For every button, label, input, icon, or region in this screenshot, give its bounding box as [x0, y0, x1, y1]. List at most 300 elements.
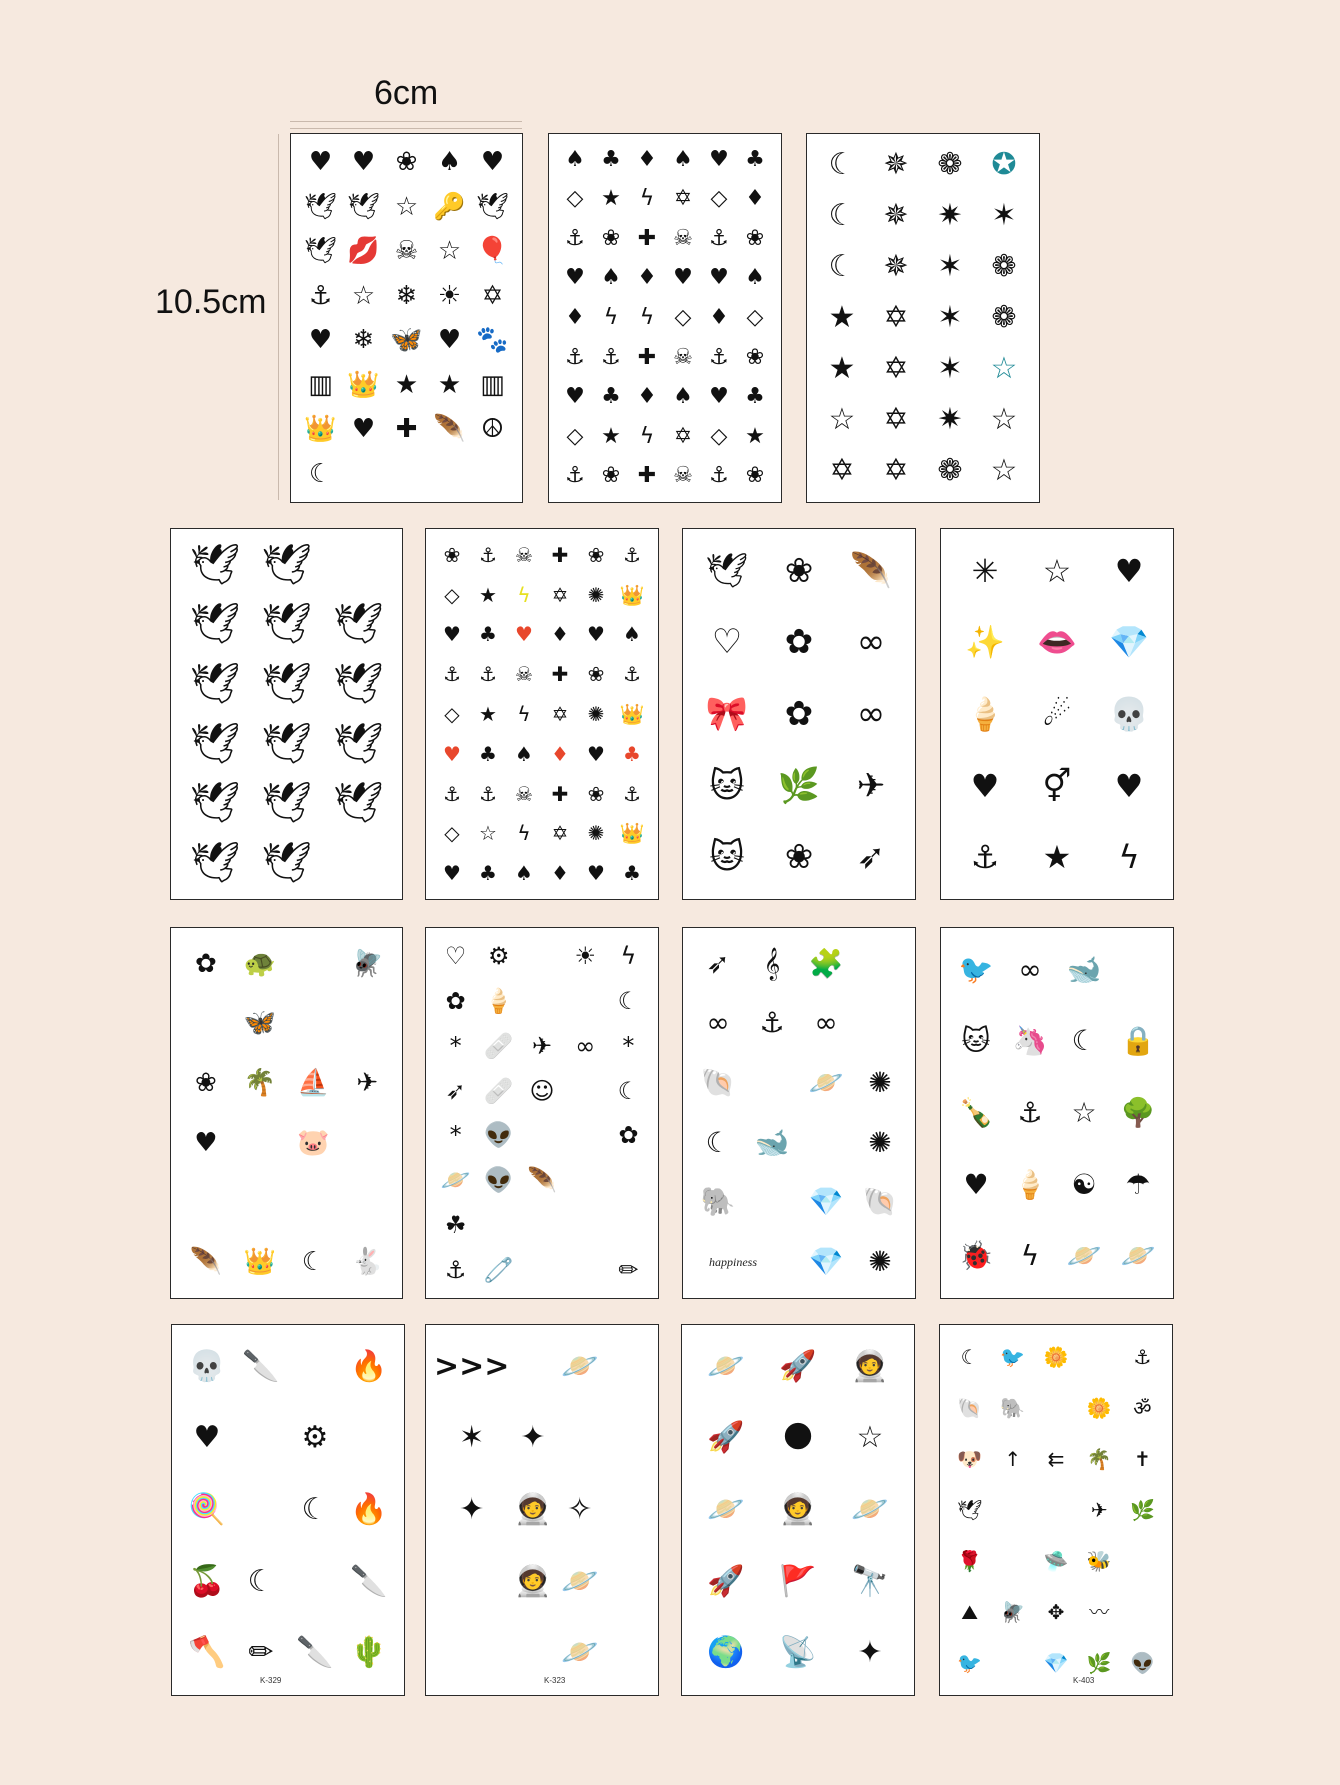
tattoo-motif: ✡ — [551, 582, 569, 607]
tattoo-motif: 👽 — [1129, 1651, 1155, 1676]
sheet-glyph-grid — [434, 934, 650, 1292]
tattoo-motif: ☠ — [515, 542, 533, 567]
tattoo-motif: ✡ — [883, 401, 909, 437]
tattoo-motif: ⚓ — [565, 225, 585, 251]
tattoo-motif: 🛸 — [1043, 1549, 1069, 1574]
tattoo-motif: 🕊 — [261, 780, 312, 827]
tattoo-motif: ♠ — [565, 146, 585, 172]
tattoo-motif: ☠ — [394, 236, 419, 267]
tattoo-motif: ॐ — [1133, 1395, 1152, 1420]
tattoo-motif: ✝ — [1134, 1446, 1151, 1471]
tattoo-motif: ★ — [479, 582, 497, 607]
tattoo-motif: 🐋 — [1066, 952, 1102, 986]
sheet-glyph-grid — [949, 535, 1165, 893]
tattoo-motif: ✚ — [637, 225, 657, 251]
width-guide-line — [290, 121, 522, 122]
tattoo-motif: 🦋 — [390, 325, 423, 356]
tattoo-motif: ➶ — [445, 1076, 466, 1105]
tattoo-motif: ⚓ — [479, 781, 497, 806]
tattoo-motif: 🧷 — [483, 1255, 514, 1284]
tattoo-motif: ✶ — [459, 1420, 485, 1456]
tattoo-motif: 🍾 — [958, 1095, 994, 1129]
tattoo-motif: ♥ — [970, 766, 1000, 805]
tattoo-motif: ⚓ — [479, 662, 497, 687]
tattoo-motif: ♥ — [1114, 551, 1144, 590]
tattoo-motif: 🪶 — [433, 414, 466, 445]
tattoo-motif: 🪐 — [1120, 1239, 1156, 1273]
tattoo-motif: ☾ — [301, 1247, 326, 1278]
tattoo-motif: ❀ — [194, 1068, 217, 1099]
tattoo-motif: ✦ — [857, 1635, 883, 1671]
tattoo-motif: 🕊 — [332, 601, 384, 648]
tattoo-motif: 🍦 — [965, 694, 1005, 733]
tattoo-motif: ★ — [745, 423, 765, 449]
tattoo-motif: ♠ — [673, 384, 693, 410]
tattoo-motif: ☆ — [828, 401, 856, 437]
tattoo-motif: ♥ — [443, 622, 461, 647]
tattoo-motif: ⚓ — [623, 781, 641, 806]
tattoo-motif: 🩹 — [483, 1031, 514, 1060]
tattoo-motif: 🐱 — [709, 837, 745, 878]
tattoo-motif: ϟ — [1020, 1239, 1040, 1273]
tattoo-motif: ∞ — [856, 622, 886, 663]
tattoo-motif: 🪶 — [849, 550, 893, 591]
tattoo-motif: 💀 — [1109, 694, 1149, 733]
tattoo-motif: ★ — [828, 350, 856, 386]
sheet-glyph-grid — [434, 535, 650, 893]
tattoo-motif: 👑 — [243, 1247, 276, 1278]
tattoo-motif: ✨ — [965, 623, 1005, 662]
tattoo-motif: ◇ — [444, 701, 460, 726]
tattoo-motif: 🪶 — [527, 1166, 557, 1195]
tattoo-motif: 🌿 — [777, 765, 821, 806]
tattoo-motif: 🪓 — [188, 1635, 226, 1671]
tattoo-motif: ❀ — [784, 837, 814, 878]
tattoo-motif: ⚙ — [301, 1420, 329, 1456]
tattoo-motif: ⚓ — [1133, 1344, 1152, 1369]
tattoo-motif: ✡ — [481, 280, 504, 311]
tattoo-motif: ❀ — [587, 662, 605, 687]
tattoo-motif: ❀ — [745, 225, 765, 251]
tattoo-motif: ✚ — [551, 542, 569, 567]
tattoo-motif: ☾ — [247, 1563, 275, 1599]
tattoo-motif: 💎 — [1043, 1651, 1069, 1676]
tattoo-motif: 🧑‍🚀 — [851, 1348, 889, 1384]
tattoo-motif: 💋 — [347, 236, 380, 267]
tattoo-motif: 🐘 — [700, 1185, 736, 1219]
tattoo-motif: ★ — [394, 369, 419, 400]
tattoo-motif: ☾ — [828, 198, 856, 234]
tattoo-motif: ☀ — [574, 942, 596, 971]
tattoo-motif: 🪐 — [707, 1348, 745, 1384]
tattoo-motif: ✵ — [883, 198, 909, 234]
tattoo-motif: ⚓ — [623, 662, 641, 687]
tattoo-motif: 🍦 — [483, 987, 514, 1016]
tattoo-motif: ☠ — [673, 344, 693, 370]
tattoo-motif: >>> — [434, 1348, 510, 1384]
tattoo-motif: 🔥 — [350, 1348, 388, 1384]
tattoo-motif: 🪐 — [561, 1348, 599, 1384]
tattoo-motif: ✺ — [587, 701, 605, 726]
tattoo-motif: ✳ — [971, 551, 999, 590]
tattoo-motif: ✈ — [356, 1068, 379, 1099]
tattoo-motif: 🕊 — [303, 191, 337, 222]
sheet-glyph-grid — [691, 934, 907, 1292]
tattoo-motif: ✚ — [637, 344, 657, 370]
tattoo-motif: * — [449, 1031, 462, 1060]
tattoo-motif: 🕊 — [332, 661, 384, 708]
tattoo-motif: 🕊 — [956, 1497, 983, 1522]
tattoo-motif: 🐦 — [958, 952, 994, 986]
tattoo-motif: ♥ — [565, 265, 585, 291]
tattoo-motif: ✦ — [459, 1491, 485, 1527]
tattoo-motif: ✚ — [551, 781, 569, 806]
tattoo-motif: ♥ — [587, 861, 605, 886]
tattoo-motif: ♥ — [308, 325, 333, 356]
tattoo-motif: ❀ — [745, 463, 765, 489]
tattoo-motif: 🕊 — [189, 601, 241, 648]
tattoo-motif: ♦ — [637, 265, 657, 291]
tattoo-motif: ♠ — [601, 265, 621, 291]
tattoo-motif: ∞ — [856, 693, 886, 734]
tattoo-motif: 🐦 — [1000, 1344, 1026, 1369]
tattoo-motif: 🦋 — [243, 1008, 276, 1039]
tattoo-motif: 🕊 — [189, 661, 241, 708]
tattoo-sheet-7 — [940, 528, 1174, 900]
tattoo-motif: ✺ — [587, 582, 605, 607]
tattoo-motif: 🧑‍🚀 — [779, 1491, 817, 1527]
tattoo-motif: ♥ — [709, 146, 729, 172]
tattoo-motif: 🍭 — [188, 1491, 226, 1527]
tattoo-motif: ❀ — [784, 550, 814, 591]
tattoo-motif: 🔑 — [433, 191, 466, 222]
tattoo-motif: 🌹 — [957, 1549, 983, 1574]
tattoo-motif: 🚀 — [779, 1348, 817, 1384]
tattoo-motif: ☆ — [990, 401, 1018, 437]
tattoo-motif: 👄 — [1037, 623, 1077, 662]
tattoo-motif: 🕊 — [261, 720, 312, 767]
tattoo-motif: ✺ — [868, 1125, 892, 1159]
sheet-glyph-grid — [299, 140, 514, 496]
tattoo-motif: 🪐 — [1066, 1239, 1102, 1273]
tattoo-motif: ♠ — [515, 861, 533, 886]
tattoo-motif: 🧑‍🚀 — [514, 1563, 552, 1599]
tattoo-motif: ☾ — [705, 1125, 731, 1159]
tattoo-motif: ♥ — [673, 265, 693, 291]
tattoo-motif: 🕊 — [189, 720, 241, 767]
tattoo-motif: ▥ — [308, 369, 333, 400]
tattoo-motif: ✏ — [248, 1635, 274, 1671]
tattoo-motif: ☆ — [479, 821, 497, 846]
tattoo-motif: * — [449, 1121, 462, 1150]
tattoo-motif: 👑 — [619, 821, 645, 846]
tattoo-motif: ☾ — [960, 1344, 979, 1369]
tattoo-motif: ❀ — [587, 781, 605, 806]
tattoo-motif: 🐘 — [1000, 1395, 1026, 1420]
tattoo-motif: ♣ — [745, 384, 765, 410]
tattoo-motif: ✺ — [868, 1066, 892, 1100]
tattoo-motif: ♣ — [623, 741, 641, 766]
tattoo-motif: ♥ — [1114, 766, 1144, 805]
tattoo-motif: ✿ — [445, 987, 466, 1016]
tattoo-motif: 🪐 — [851, 1491, 889, 1527]
tattoo-motif: ★ — [1042, 838, 1072, 877]
tattoo-motif: ❁ — [937, 147, 963, 183]
tattoo-motif: ♠ — [437, 147, 462, 178]
tattoo-motif: ⚓ — [565, 463, 585, 489]
tattoo-motif: ⚓ — [623, 542, 641, 567]
tattoo-motif: ♠ — [623, 622, 641, 647]
tattoo-motif: ∞ — [1018, 952, 1042, 986]
tattoo-motif: 👑 — [347, 369, 380, 400]
tattoo-motif: 🌍 — [707, 1635, 745, 1671]
tattoo-motif: ♥ — [587, 622, 605, 647]
tattoo-motif: ❀ — [601, 225, 621, 251]
tattoo-motif: ✏ — [618, 1255, 639, 1284]
tattoo-sheet-15 — [939, 1324, 1173, 1696]
tattoo-motif: ϟ — [639, 304, 655, 330]
tattoo-motif: ✡ — [829, 452, 855, 488]
tattoo-motif: ↑ — [1004, 1446, 1022, 1471]
sheet-code: K-403 — [1073, 1676, 1095, 1685]
tattoo-motif: ✪ — [991, 147, 1017, 183]
tattoo-motif: 🌑 — [782, 1420, 814, 1456]
sheet-glyph-grid — [557, 140, 773, 496]
tattoo-motif: ✈ — [531, 1031, 553, 1060]
dimension-height-label: 10.5cm — [155, 283, 267, 321]
tattoo-sheet-11 — [940, 927, 1174, 1299]
tattoo-motif: 〰 — [1089, 1600, 1110, 1625]
tattoo-motif: 𝄞 — [763, 946, 781, 980]
tattoo-motif: 🕊 — [303, 236, 337, 267]
tattoo-sheet-3 — [806, 133, 1040, 503]
tattoo-motif: 🌿 — [1086, 1651, 1112, 1676]
tattoo-motif: 🌵 — [350, 1635, 388, 1671]
tattoo-motif: ♣ — [479, 622, 497, 647]
tattoo-sheet-14 — [681, 1324, 915, 1696]
tattoo-motif: ★ — [437, 369, 462, 400]
tattoo-motif: ♦ — [551, 622, 569, 647]
tattoo-motif: ✚ — [395, 414, 418, 445]
tattoo-sheet-9 — [425, 927, 659, 1299]
tattoo-motif: ⚓ — [444, 1255, 467, 1284]
tattoo-motif: ☆ — [1042, 551, 1072, 590]
tattoo-motif: ◇ — [566, 423, 584, 449]
tattoo-motif: 🕊 — [189, 780, 241, 827]
tattoo-sheet-12 — [171, 1324, 405, 1696]
tattoo-motif: ✈ — [1090, 1497, 1108, 1522]
tattoo-sheet-8 — [170, 927, 403, 1299]
width-guide-line — [290, 128, 522, 129]
tattoo-motif: 💎 — [808, 1245, 844, 1279]
tattoo-motif: ♥ — [515, 622, 533, 647]
tattoo-motif: ☂ — [1125, 1167, 1151, 1201]
sheet-glyph-grid — [434, 1331, 650, 1689]
tattoo-motif: ✥ — [1047, 1600, 1065, 1625]
tattoo-motif: 🐦 — [957, 1651, 983, 1676]
tattoo-motif: ∞ — [706, 1006, 730, 1040]
tattoo-motif: 🪐 — [561, 1635, 599, 1671]
tattoo-motif: ♥ — [709, 265, 729, 291]
tattoo-motif: ✡ — [883, 299, 909, 335]
tattoo-sheet-2 — [548, 133, 782, 503]
tattoo-motif: ♥ — [443, 741, 461, 766]
tattoo-motif: ♥ — [194, 1127, 218, 1158]
tattoo-motif: 🌼 — [1043, 1344, 1069, 1369]
sheet-code: K-329 — [260, 1676, 282, 1685]
tattoo-motif: ⛵ — [297, 1068, 330, 1099]
tattoo-sheet-6 — [682, 528, 916, 900]
tattoo-motif: ✡ — [673, 186, 693, 212]
tattoo-motif: ⚓ — [565, 344, 585, 370]
tattoo-motif: 🕊 — [475, 191, 509, 222]
tattoo-motif: ☠ — [515, 781, 533, 806]
tattoo-motif: 🎈 — [476, 236, 509, 267]
tattoo-motif: ☾ — [308, 458, 333, 489]
tattoo-motif: ♣ — [745, 146, 765, 172]
tattoo-motif: ✵ — [883, 249, 909, 285]
tattoo-motif: ⚙ — [488, 942, 510, 971]
tattoo-motif: 🕊 — [332, 780, 384, 827]
tattoo-motif: ☾ — [1071, 1024, 1097, 1058]
tattoo-motif: ♠ — [745, 265, 765, 291]
tattoo-motif: ✿ — [618, 1121, 639, 1150]
sheet-glyph-grid — [179, 535, 394, 893]
tattoo-motif: ☾ — [301, 1491, 329, 1527]
tattoo-motif: ☯ — [1071, 1167, 1097, 1201]
tattoo-motif: ♥ — [437, 325, 462, 356]
tattoo-motif: ⚓ — [443, 781, 461, 806]
tattoo-motif: ♥ — [308, 147, 333, 178]
tattoo-motif: ☆ — [990, 350, 1018, 386]
tattoo-motif: ▥ — [480, 369, 505, 400]
tattoo-motif: ☆ — [1071, 1095, 1097, 1129]
tattoo-motif: 🔪 — [296, 1635, 334, 1671]
tattoo-motif: ϟ — [517, 582, 531, 607]
tattoo-motif: ✶ — [937, 350, 963, 386]
tattoo-sheet-10 — [682, 927, 916, 1299]
tattoo-motif: ⚓ — [443, 662, 461, 687]
tattoo-motif: ⛰ — [961, 1600, 978, 1625]
tattoo-motif: ★ — [601, 423, 621, 449]
tattoo-motif: ♦ — [709, 304, 729, 330]
tattoo-motif: ☾ — [617, 987, 640, 1016]
tattoo-motif: 🕊 — [705, 550, 749, 591]
tattoo-motif: ◇ — [710, 186, 728, 212]
tattoo-motif: ♦ — [745, 186, 765, 212]
tattoo-motif: * — [622, 1031, 635, 1060]
tattoo-motif: 👑 — [304, 414, 337, 445]
tattoo-motif: ☆ — [437, 236, 462, 267]
tattoo-motif: ♥ — [565, 384, 585, 410]
sheet-glyph-grid — [815, 140, 1031, 496]
sheet-glyph-grid — [691, 535, 907, 893]
tattoo-motif: ❀ — [601, 463, 621, 489]
tattoo-motif: ⚓ — [1017, 1095, 1043, 1129]
tattoo-motif: ♣ — [601, 146, 621, 172]
tattoo-motif: ♦ — [551, 861, 569, 886]
tattoo-motif: 💎 — [1109, 623, 1149, 662]
tattoo-motif: 🔥 — [350, 1491, 388, 1527]
tattoo-motif: 🔪 — [350, 1563, 388, 1599]
tattoo-motif: 🪰 — [1000, 1600, 1026, 1625]
tattoo-motif: ⚓ — [479, 542, 497, 567]
tattoo-motif: 🌴 — [1086, 1446, 1112, 1471]
tattoo-motif: ✶ — [937, 299, 963, 335]
tattoo-motif: 🐢 — [243, 948, 276, 979]
tattoo-motif: 🪰 — [350, 948, 384, 979]
tattoo-motif: ◇ — [746, 304, 764, 330]
tattoo-motif: ⚓ — [709, 225, 729, 251]
sheet-code: K-323 — [544, 1676, 566, 1685]
tattoo-motif: ❀ — [587, 542, 605, 567]
tattoo-motif: ♣ — [479, 741, 497, 766]
tattoo-motif: 🪐 — [707, 1491, 745, 1527]
tattoo-motif: ∞ — [814, 1006, 838, 1040]
tattoo-motif: ☺ — [529, 1076, 555, 1105]
tattoo-motif: ➶ — [706, 946, 730, 980]
tattoo-motif: ♦ — [551, 741, 569, 766]
sheet-glyph-grid — [949, 934, 1165, 1292]
tattoo-motif: 📡 — [779, 1635, 817, 1671]
tattoo-motif: ◇ — [566, 186, 584, 212]
tattoo-sheet-5 — [425, 528, 659, 900]
tattoo-motif: ★ — [601, 186, 621, 212]
tattoo-motif: ⚓ — [709, 463, 729, 489]
tattoo-motif: 🕊 — [261, 840, 312, 887]
tattoo-motif: ☄ — [1042, 694, 1072, 733]
tattoo-motif: ◇ — [444, 821, 460, 846]
tattoo-motif: 🐇 — [350, 1247, 384, 1278]
tattoo-motif: ♥ — [351, 414, 376, 445]
tattoo-motif: ➶ — [856, 837, 886, 878]
tattoo-motif: ✿ — [784, 693, 814, 734]
tattoo-motif: 🕊 — [332, 720, 384, 767]
tattoo-motif: 🐷 — [297, 1127, 330, 1158]
tattoo-motif: 🪶 — [189, 1247, 223, 1278]
tattoo-motif: ☠ — [673, 463, 693, 489]
tattoo-motif: 🦄 — [1012, 1024, 1048, 1058]
tattoo-motif: ☆ — [856, 1420, 884, 1456]
tattoo-sheet-1 — [290, 133, 523, 503]
tattoo-motif: 🌼 — [1086, 1395, 1112, 1420]
tattoo-motif: 🐾 — [476, 325, 509, 356]
tattoo-motif: ϟ — [517, 701, 531, 726]
tattoo-motif: ☾ — [617, 1076, 640, 1105]
tattoo-motif: ϟ — [639, 186, 655, 212]
tattoo-motif: ❁ — [991, 249, 1017, 285]
tattoo-motif: 👑 — [619, 582, 645, 607]
tattoo-motif: ❁ — [937, 452, 963, 488]
tattoo-motif: ✿ — [194, 948, 217, 979]
tattoo-motif: ✚ — [551, 662, 569, 687]
tattoo-motif: ☾ — [828, 147, 856, 183]
tattoo-motif: ♣ — [623, 861, 641, 886]
sheet-glyph-grid — [180, 1331, 396, 1689]
tattoo-motif: ★ — [479, 701, 497, 726]
tattoo-motif: ❄ — [352, 325, 375, 356]
tattoo-motif: 🧩 — [808, 946, 844, 980]
sheet-glyph-grid — [690, 1331, 906, 1689]
tattoo-motif: 🐚 — [700, 1066, 736, 1100]
tattoo-motif: ϟ — [620, 942, 637, 971]
tattoo-motif: ✡ — [883, 350, 909, 386]
tattoo-motif: ∞ — [575, 1031, 596, 1060]
tattoo-motif: ♥ — [193, 1420, 221, 1456]
tattoo-motif: 🌳 — [1120, 1095, 1156, 1129]
tattoo-motif: 💎 — [808, 1185, 844, 1219]
tattoo-motif: ♥ — [709, 384, 729, 410]
